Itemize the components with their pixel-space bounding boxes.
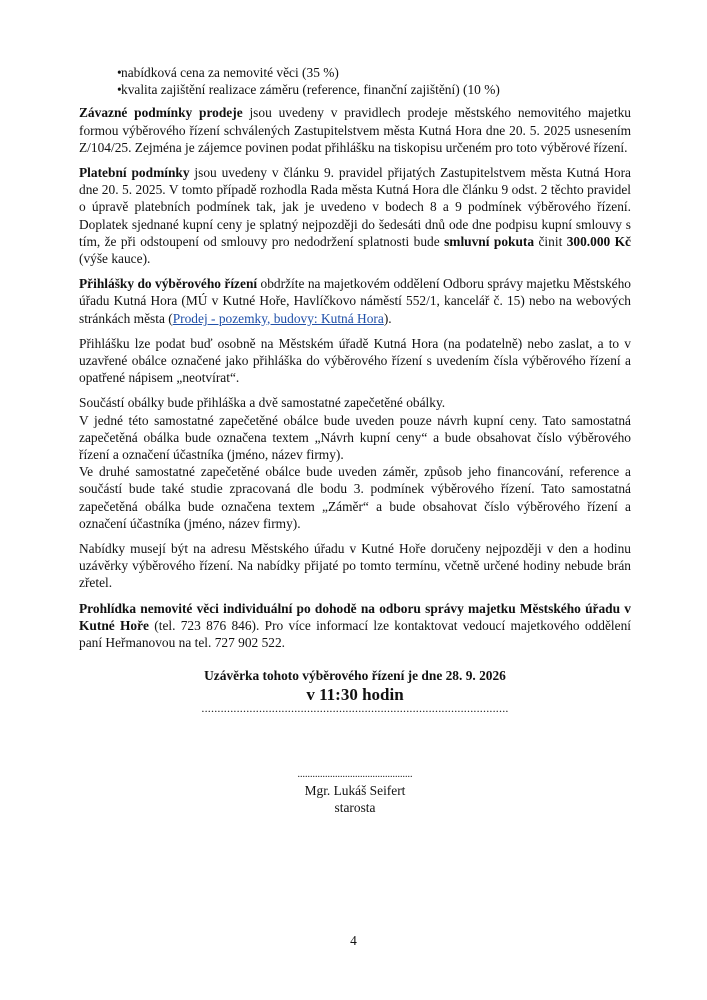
paragraph-envelope-intro: Součástí obálky bude přihláška a dvě samostatné zapečetěné obálky. bbox=[79, 395, 446, 411]
list-item: nabídková cena za nemovité věci (35 %) bbox=[121, 65, 339, 80]
signatory-title: starosta bbox=[334, 800, 376, 815]
list-item: kvalita zajištění realizace záměru (reference, finanční zajištění) (10 %) bbox=[121, 82, 500, 98]
deadline-dotted-line: ................................................................................................ bbox=[201, 701, 509, 715]
criteria-list bbox=[79, 64, 631, 98]
paragraph-submission: Přihlášku lze podat buď osobně na Městském úřadě Kutná Hora (na podatelně) nebo zaslat, a to v uzavřené obálce označené jako přihláška do výběrového řízení s uvedením čísla výběrového řízení a opatřené nápisem „neotvírat“. bbox=[79, 335, 631, 386]
paragraph-delivery: Nabídky musejí být na adresu Městského úřadu v Kutné Hoře doručeny nejpozději v den a hodinu uzávěrky výběrového řízení. Na nabídky přijaté po tomto termínu, včetně určené hodiny nebude brán zřetel. bbox=[79, 541, 631, 591]
paragraph-binding-conditions: Závazné podmínky prodeje jsou uvedeny v pravidlech prodeje městského nemovitého majetku formou výběrového řízení schválených Zastupitelstvem města Kutná Hora dne 20. 5. 2025 usnesením Z/104/25. Zejména je zájemce povinen podat přihlášku na tiskopisu určeném pro toto výběrové řízení. bbox=[79, 105, 631, 155]
page-content bbox=[79, 64, 631, 659]
paragraph-inspection: Prohlídka nemovité věci individuální po dohodě na odboru správy majetku Městského úřadu v Kutné Hoře (tel. 723 876 846). Pro více informací lze kontaktovat vedoucí majetkového oddělení paní Heřmanovou na tel. 727 902 522. bbox=[79, 600, 632, 651]
paragraph-applications: Přihlášky do výběrového řízení obdržíte na majetkovém oddělení Odboru správy majetku Městského úřadu Kutná Hora (MÚ v Kutné Hoře, Havlíčkovo náměstí 552/1, kancelář č. 15) nebo na webových stránkách města (Prodej - pozemky, budovy: Kutná Hora). bbox=[79, 276, 631, 326]
page-number: 4 bbox=[350, 933, 357, 948]
signatory-name: Mgr. Lukáš Seifert bbox=[304, 783, 406, 798]
paragraph-payment-conditions: Platební podmínky jsou uvedeny v článku 9. pravidel přijatých Zastupitelstvem města Kutná Hora dne 20. 5. 2025. V tomto případě rozhodla Rada města Kutná Hora dle článku 9 odst. 2 těchto pravidel o úpravě platebních podmínek tak, jak je uvedeno v bodech 8 a 9 podmínek výběrového řízení. Doplatek sjednané kupní ceny je splatný nejpozději do šedesáti dnů ode dne podpisu kupní smlouvy s tím, že při odstoupení od smlouvy pro nedodržení splatnosti bude smluvní pokuta činit 300.000 Kč (výše kauce). bbox=[79, 165, 632, 267]
paragraph-envelope-price: V jedné této samostatné zapečetěné obálce bude uveden pouze návrh kupní ceny. Tato samostatná zapečetěná obálka bude označena textem „Návrh kupní ceny“ a bude obsahovat číslo výběrového řízení a označení účastníka (jméno, název firmy). bbox=[79, 412, 631, 463]
deadline-date: Uzávěrka tohoto výběrového řízení je dne 28. 9. 2026 bbox=[204, 668, 506, 683]
property-sale-link[interactable]: Prodej - pozemky, budovy: Kutná Hora bbox=[172, 310, 384, 326]
paragraph-envelope-intent: Ve druhé samostatné zapečetěné obálce bude uveden záměr, způsob jeho financování, reference a součástí bude také studie zpracovaná dle bodu 3. podmínek výběrového řízení. Tato samostatná zapečetěná obálka bude označena textem „Záměr“ a bude obsahovat číslo výběrového řízení a označení účastníka (jméno, název firmy). bbox=[79, 464, 631, 531]
signature-line: .............................................. bbox=[297, 769, 413, 780]
deadline-time: v 11:30 hodin bbox=[306, 685, 404, 704]
